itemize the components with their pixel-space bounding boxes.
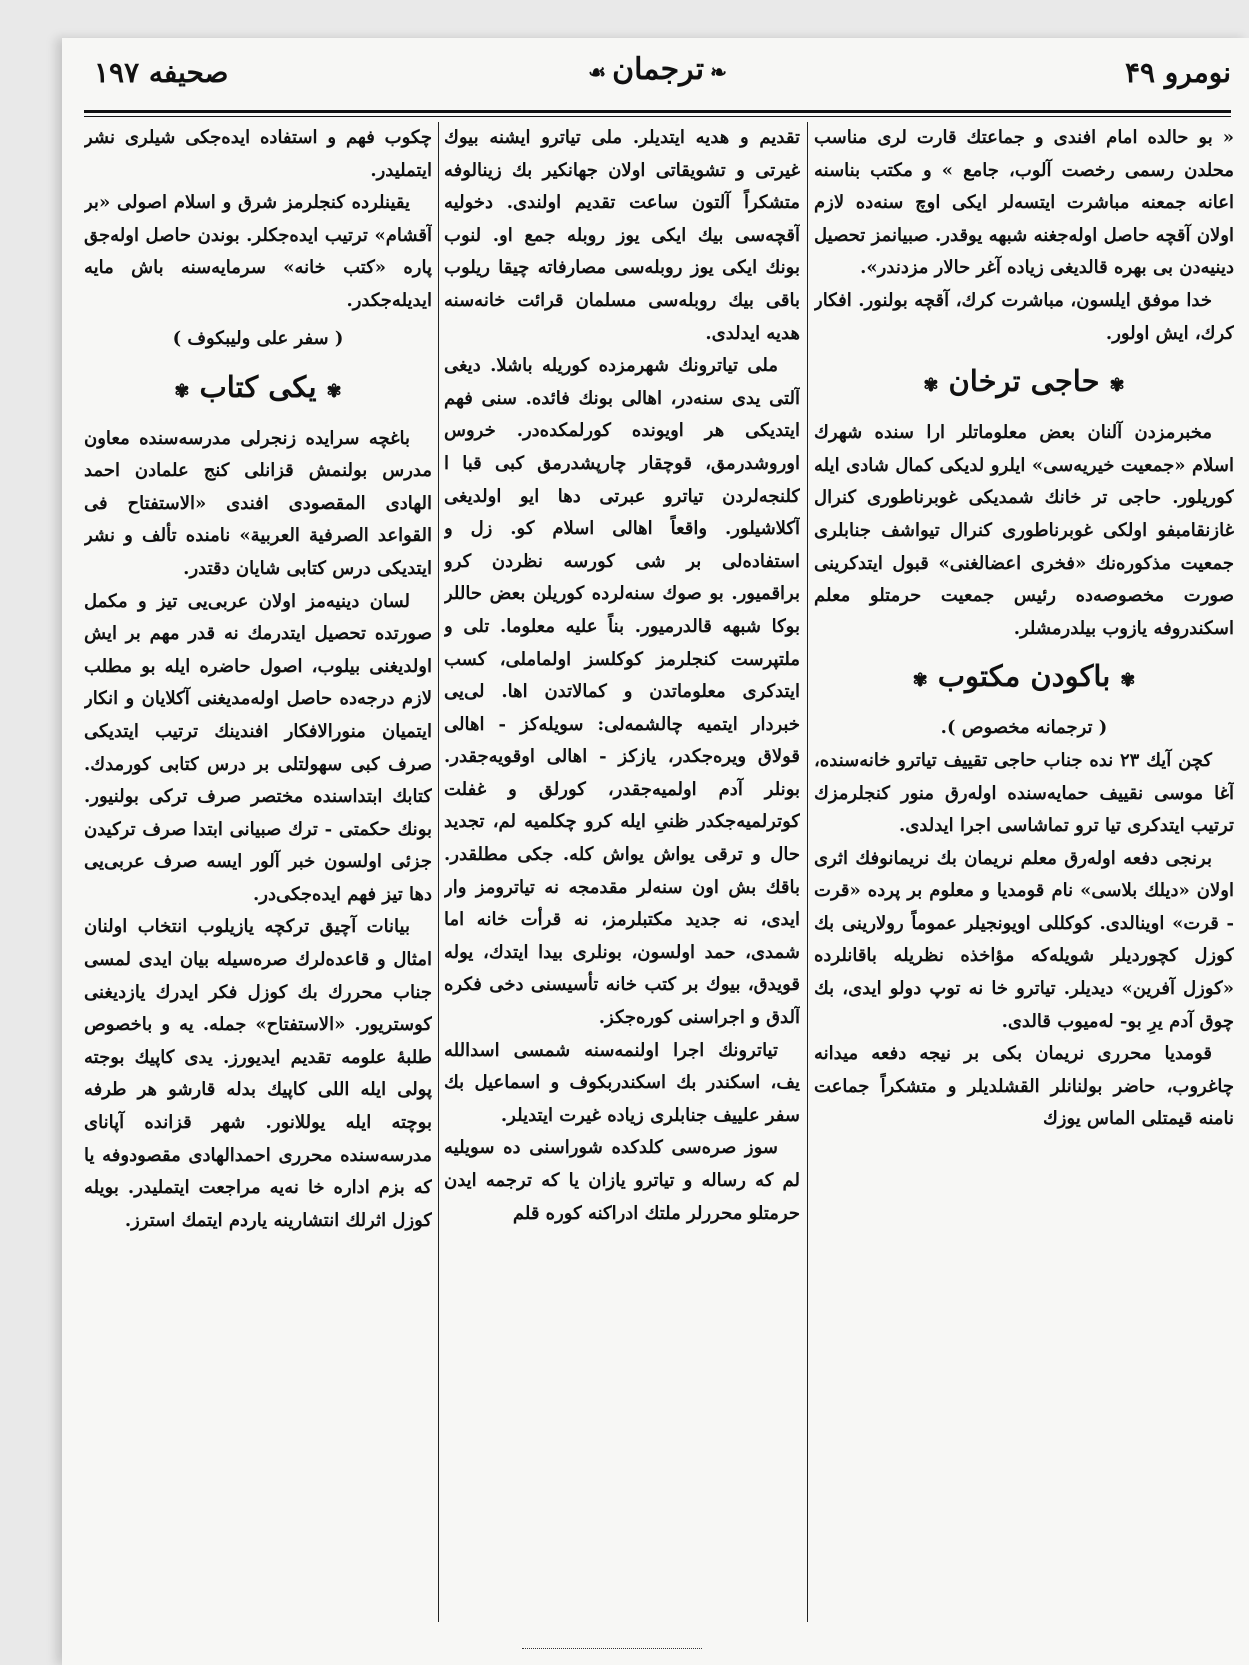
section-heading — [84, 360, 432, 419]
masthead — [84, 52, 1231, 87]
paragraph: یقینلرده کنجلرمز شرق و اسلام اصولی «بر آقشام» ترتیب ایده‌جکلر. بوندن حاصل اوله‌جق پاره «کتب خانه» سرمایه‌سنه باش مایه ایدیله‌جکدر. — [84, 192, 432, 311]
column-divider — [807, 122, 808, 1622]
footer-mark — [522, 1628, 702, 1649]
paragraph: ملی تیاترونك شهرمزده کوریله باشلا. دیغی آلتی یدی سنه‌در، اهالی بونك فائده. سنی فهم ایتدیکی هر اویونده کورلمکده‌در. خروس اوروشدرمق، قوچقار چارپشدرمق کبی قبا ا کلنجه‌لردن تیاترو عبرتی دها ایو اولدیغی آکلاشیلور. واقعاً اهالی اسلام کو. زل و استفاده‌لی بر شی کورسه نظردن کرو براقمیور. بو صوك سنه‌لرده کوریلن بعض حاللر بوکا شبهه قالدرمیور. بناً علیه معلوما. تلی و ملتپرست کنجلرمز کوکلسز اولماملی، کسب ایتدکری معلوماتدن و کمالاتدن اها. لی‌یی خبردار ایتمیه چالشمه‌لی: سویله‌کز - اهالی قولاق ویره‌جکدر، یازکز - اهالی اوقویه‌جقدر. بونلر آدم اولمیه‌جقدر، کورلق و غفلت کوترلمیه‌جکدر ظنیِ ایله کرو چکلمیه لم، تجدید حال و ترقی یواش یواش کله. جکی مطلقدر. باقك بش اون سنه‌لر مقدمجه نه تیاترومز وار ایدی، نه جدید مکتبلرمز، نه قرأت خانه اما شمدی، حمد اولسون، بونلری بیدا ایتدك، یوله قویدق، بیوك بر کتب خانه تأسیسنی دخی فکره آلدق و اجراسنی کوره‌جکز. — [444, 355, 800, 1029]
column-left — [84, 122, 432, 1632]
column-right — [814, 122, 1234, 1632]
ornament-icon: ✾ — [326, 380, 342, 402]
ornament-icon: ☙ — [588, 60, 607, 84]
page-number: صحیفه ۱۹۷ — [94, 56, 229, 89]
paragraph: سوز صره‌سی کلدکده شوراسنی ده سویلیه لم که رساله و تیاترو یازان یا که ترجمه ایدن حرمتلو محررلر ملتك ادراکنه کوره قلم — [444, 1137, 800, 1224]
paragraph: تقدیم و هدیه ایتدیلر. ملی تیاترو ایشنه بیوك غیرتی و تشویقاتی اولان جهانکیر بك زینالوفه متشکراً آلتون ساعت تقدیم اولندی. دخولیه آقچه‌سی بیك ایکی یوز روبله جمع او. لنوب بونك ایکی یوز روبله‌سی مصارفاته چیقا ریلوب باقی بیك روبله‌سی مسلمان قرائت خانه‌سنه هدیه ایدلدی. — [444, 127, 800, 344]
ornament-icon: ❧ — [710, 60, 727, 84]
section-title: حاجی ترخان — [948, 364, 1100, 399]
section-heading — [814, 354, 1234, 413]
section-title: یکی کتاب — [199, 369, 317, 404]
paragraph: تیاترونك اجرا اولنمه‌سنه شمسی اسدالله یف، اسکندر بك اسکندربکوف و اسماعیل بك سفر علییف جنابلری زیاده غیرت ایتدیلر. — [444, 1039, 800, 1126]
paragraph: خدا موفق ایلسون، مباشرت کرك، آقچه بولنور. افکار کرك، ایش اولور. — [814, 289, 1234, 344]
column-divider — [438, 122, 439, 1622]
paragraph: « بو حالده امام افندی و جماعتك قارت لری مناسب محلدن رسمی رخصت آلوب، جامع » و مکتب بناسنه اعانه جمعنه مباشرت ایتسه‌لر ایکی اوچ سنه‌ده لازم اولان آقچه حاصل اوله‌جغنه شبهه یوقدر. صبیانمز تحصیل دینیه‌دن بی بهره قالدیغی زیاده آغر حالار مزدندر». — [814, 127, 1234, 279]
page-header — [84, 52, 1231, 104]
newspaper-page — [62, 38, 1249, 1665]
paragraph: باغچه سرایده زنجرلی مدرسه‌سنده معاون مدرس بولنمش قزانلی کنج علمادن احمد الهادی المقصودی افندی «الاستفتاح فی القواعد الصرفیة العربیة» نامنده تألف و نشر ایتدیکی درس کتابی شایان دقتدر. — [84, 427, 432, 579]
section-subtitle: ( ترجمانه مخصوص ). — [940, 717, 1108, 739]
ornament-icon: ✾ — [1109, 375, 1125, 397]
paragraph: بیانات آچیق ترکچه یازیلوب انتخاب اولنان امثال و قاعده‌لرك صره‌سیله بیان ایدی لمسی جناب محررك بك کوزل فکر ایدرك یازدیغنی کوستریور. «الاستفتاح» جمله. یه و باخصوص طلبهٔ علومه تقدیم ایدیورز. یدی کاپیك بوجته پولی ایله اللی کاپیك بدله قارشو هر طرفه بوچته ایله یوللانور. شهر قزانده آپانای مدرسه‌سنده محرری احمدالهادی مقصودوفه یا که بزم اداره خا نه‌یه مراجعت ایتملیدر. بویله کوزل اثرلك انتشارینه یاردم ایتمك استرز. — [84, 916, 432, 1231]
paragraph: قومدیا محرری نریمان بکی بر نیجه دفعه میدانه چاغروب، حاضر بولنانلر القشلدیلر و متشکراً جماعت نامنه قیمتلی الماس یوزك — [814, 1043, 1234, 1130]
section-title: باکودن مکتوب — [937, 659, 1111, 694]
ornament-icon: ✾ — [1120, 670, 1136, 692]
issue-number: نومرو ۴۹ — [1124, 56, 1231, 89]
paragraph: برنجی دفعه اوله‌رق معلم نریمان بك نریمانوفك اثری اولان «دیلك بلاسی» نام قومدیا و معلوم بر پرده «قرت - قرت» اوینالدی. کوکللی اویونجیلر عموماً رولارینی بك کوزل کچوردیلر شویله‌که مؤاخذه نظریله باقانلرده «کوزل آفرین» دیدیلر. تیاترو خا نه توپ دولو ایدی، بك چوق آدم یرِ بو- له‌میوب قالدی. — [814, 847, 1234, 1032]
author-signature: ( سفر علی ولیبکوف ) — [172, 327, 344, 349]
paragraph: مخبرمزدن آلنان بعض معلوماتلر ارا سنده شهرك اسلام «جمعیت خیریه‌سی» ایلرو لدیکی کمال شادی ایله کوریلور. حاجی تر خانك شمدیکی غوبرناطوری کنرال غازنقامبفو اولکی غوبرناطوری کنرال تیواشف جنابلری جمعیت مذکوره‌نك «فخری اعضالغنی» قبول ایتدکرینی صورت مخصوصه‌ده رئیس جمعیت حرمتلو معلم اسکندروفه یازوب بیلدرمشلر. — [814, 422, 1234, 639]
ornament-icon: ✾ — [923, 375, 939, 397]
ornament-icon: ✾ — [174, 380, 190, 402]
column-middle — [444, 122, 800, 1632]
header-rule — [84, 110, 1231, 117]
ornament-icon: ✾ — [912, 670, 928, 692]
paragraph: کچن آیك ۲۳ نده جناب حاجی تقییف تیاترو خانه‌سنده، آغا موسی نقییف حمایه‌سنده اوله‌رق منور کنجلرمزك ترتیب ایتدکری تیا ترو تماشاسی اجرا ایدلدی. — [814, 749, 1234, 837]
masthead-title: ترجمان — [612, 52, 705, 87]
paragraph: چکوب فهم و استفاده ایده‌جکی شیلری نشر ایتملیدر. — [84, 127, 432, 181]
section-heading — [814, 649, 1234, 708]
paragraph: لسان دینیه‌مز اولان عربی‌یی تیز و مکمل صورتده تحصیل ایتدرمك نه قدر مهم بر ایش اولدیغنی بیلوب، اصول حاضره ایله بو مطلب لازم درجه‌ده حاصل اوله‌مدیغنی آکلایان و انکار ایتمیان منورالافکار افندینك ترتیب ایتدیکی صرف کبی سهولتلی بر درس کتابی کورمدك. کتابك ابتداسنده مختصر صرف ترکی بولنیور. بونك حکمتی - ترك صبیانی ابتدا صرف ترکیدن جزئی اولسون خبر آلور ایسه صرف عربی‌یی دها تیز فهم ایده‌جکی‌در. — [84, 590, 432, 905]
